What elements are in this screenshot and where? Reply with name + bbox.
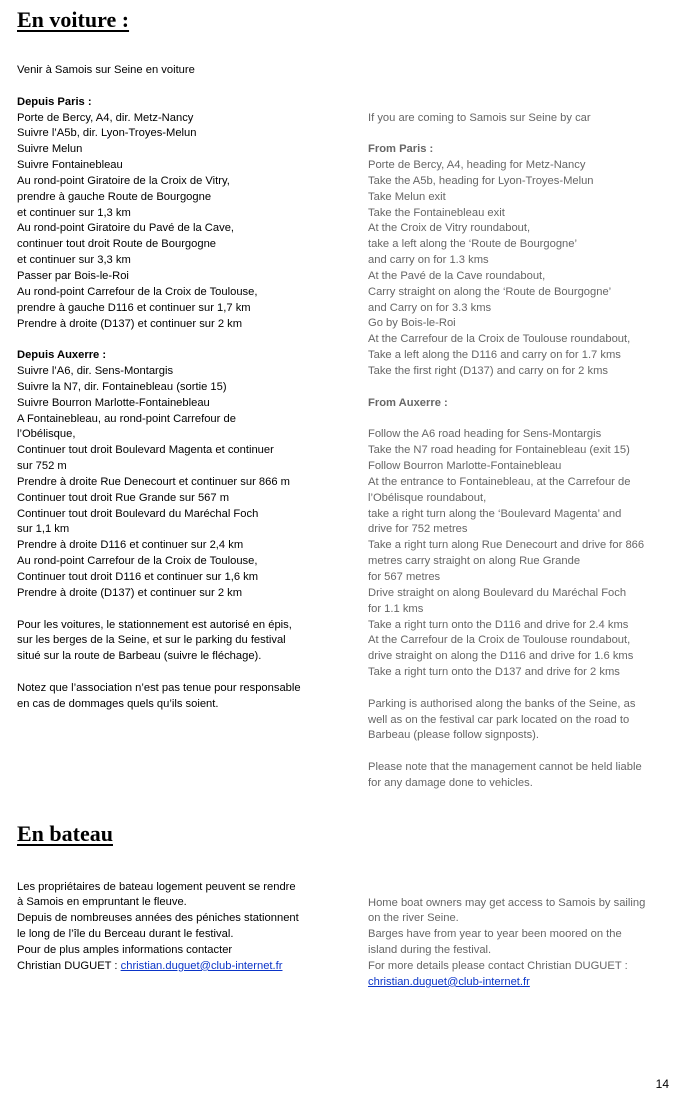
text-line: Au rond-point Carrefour de la Croix de Toulouse, <box>17 285 258 298</box>
text-line: drive for 752 metres <box>368 523 468 536</box>
text-line: Take a right turn along Rue Denecourt and drive for 866 <box>368 539 645 552</box>
text-line: Porte de Bercy, A4, heading for Metz-Nancy <box>368 159 586 172</box>
text-line <box>17 665 301 681</box>
text-line: Passer par Bois-le-Roi <box>17 269 129 282</box>
text-line: At the Carrefour de la Croix de Toulouse roundabout, <box>368 634 631 647</box>
bateau-french-column <box>17 880 299 975</box>
text-line <box>368 744 644 760</box>
text-line <box>368 412 644 428</box>
text-line: At the Pavé de la Cave roundabout, <box>368 269 546 282</box>
voiture-french-column <box>17 63 301 713</box>
contact-line <box>17 959 299 975</box>
subheading-from-paris: From Paris : <box>368 143 434 156</box>
subheading-from-auxerre: From Auxerre : <box>368 396 448 409</box>
contact-name: Christian DUGUET : <box>17 959 121 972</box>
text-line <box>17 602 301 618</box>
text-line: Drive straight on along Boulevard du Maréchal Foch <box>368 586 627 599</box>
text-line: Suivre Fontainebleau <box>17 159 123 172</box>
text-line: At the entrance to Fontainebleau, at the Carrefour de <box>368 475 631 488</box>
subheading-depuis-paris: Depuis Paris : <box>17 95 92 108</box>
text-line: sur 752 m <box>17 460 67 473</box>
text-line: Continuer tout droit Boulevard du Maréchal Foch <box>17 507 259 520</box>
text-line: Pour de plus amples informations contacter <box>17 943 233 956</box>
text-line: for 567 metres <box>368 570 441 583</box>
text-line <box>368 681 644 697</box>
text-line: situé sur la route de Barbeau (suivre le fléchage). <box>17 650 262 663</box>
text-line: Take the first right (D137) and carry on for 2 kms <box>368 365 608 377</box>
text-line: Barbeau (please follow signposts). <box>368 729 540 742</box>
text-line: Porte de Bercy, A4, dir. Metz-Nancy <box>17 111 194 124</box>
text-line: Suivre l’A6, dir. Sens-Montargis <box>17 365 174 378</box>
text-line: Take a right turn onto the D137 and drive for 2 kms <box>368 666 620 679</box>
contact-line <box>368 975 645 991</box>
text-line: Suivre Bourron Marlotte-Fontainebleau <box>17 396 210 409</box>
page-number: 14 <box>655 1077 669 1091</box>
email-link-en[interactable]: christian.duguet@club-internet.fr <box>368 975 530 988</box>
text-line: et continuer sur 3,3 km <box>17 254 131 267</box>
text-line: Take a right turn onto the D116 and drive for 2.4 kms <box>368 618 629 631</box>
text-line <box>17 79 301 95</box>
text-line: Prendre à droite D116 et continuer sur 2,4 km <box>17 539 244 552</box>
text-line: on the river Seine. <box>368 912 459 925</box>
text-line: Depuis de nombreuses années des péniches stationnent <box>17 912 299 925</box>
email-link-fr[interactable]: christian.duguet@club-internet.fr <box>120 959 283 972</box>
text-line: metres carry straight on along Rue Grande <box>368 555 581 568</box>
text-line: prendre à gauche Route de Bourgogne <box>17 190 212 203</box>
text-line <box>368 126 644 142</box>
text-line: continuer tout droit Route de Bourgogne <box>17 238 217 251</box>
text-line: en cas de dommages quels qu’ils soient. <box>17 697 219 710</box>
text-line: l’Obélisque roundabout, <box>368 491 487 504</box>
text-line: Continuer tout droit D116 et continuer sur 1,6 km <box>17 571 259 583</box>
text-line: Au rond-point Giratoire du Pavé de la Cave, <box>17 222 235 235</box>
section-title-voiture: En voiture : <box>17 7 130 32</box>
text-line: Venir à Samois sur Seine en voiture <box>17 64 195 76</box>
text-line: for any damage done to vehicles. <box>368 776 533 789</box>
text-line: sur 1,1 km <box>17 523 70 536</box>
text-line: A Fontainebleau, au rond-point Carrefour de <box>17 412 236 425</box>
text-line: l’Obélisque, <box>17 428 76 441</box>
text-line: For more details please contact Christian DUGUET : <box>368 959 628 972</box>
text-line: Home boat owners may get access to Samois by sailing <box>368 896 646 909</box>
text-line: le long de l’île du Berceau durant le festival. <box>17 928 234 941</box>
text-line: Suivre Melun <box>17 143 83 156</box>
text-line: and carry on for 1.3 kms <box>368 254 489 267</box>
text-line: Barges have from year to year been moored on the <box>368 928 622 941</box>
text-line: Go by Bois-le-Roi <box>368 317 456 330</box>
text-line: Prendre à droite Rue Denecourt et continuer sur 866 m <box>17 475 291 488</box>
text-line: Pour les voitures, le stationnement est autorisé en épis, <box>17 618 292 631</box>
text-line: If you are coming to Samois sur Seine by car <box>368 111 591 124</box>
text-line: well as on the festival car park located on the road to <box>368 713 630 726</box>
text-line: Les propriétaires de bateau logement peuvent se rendre <box>17 880 296 893</box>
text-line: Please note that the management cannot be held liable <box>368 761 642 774</box>
text-line: Prendre à droite (D137) et continuer sur 2 km <box>17 317 243 330</box>
text-line <box>368 380 644 396</box>
text-line: Prendre à droite (D137) et continuer sur 2 km <box>17 586 243 599</box>
text-line: Follow Bourron Marlotte-Fontainebleau <box>368 460 562 473</box>
text-line: Continuer tout droit Rue Grande sur 567 m <box>17 491 230 504</box>
text-line: take a left along the ‘Route de Bourgogne’ <box>368 238 577 251</box>
bateau-english-column <box>368 896 645 991</box>
text-line: prendre à gauche D116 et continuer sur 1,7 km <box>17 301 251 314</box>
text-line: island during the festival. <box>368 944 492 957</box>
text-line: Parking is authorised along the banks of the Seine, as <box>368 697 636 710</box>
text-line: Take the N7 road heading for Fontainebleau (exit 15) <box>368 444 630 457</box>
text-line: Suivre l’A5b, dir. Lyon-Troyes-Melun <box>17 127 197 140</box>
text-line: for 1.1 kms <box>368 602 424 615</box>
text-line: Au rond-point Carrefour de la Croix de Toulouse, <box>17 555 258 568</box>
text-line: and Carry on for 3.3 kms <box>368 301 492 314</box>
text-line: Follow the A6 road heading for Sens-Montargis <box>368 428 602 441</box>
text-line: At the Carrefour de la Croix de Toulouse roundabout, <box>368 333 631 346</box>
section-title-bateau: En bateau <box>17 821 113 846</box>
text-line: Take a left along the D116 and carry on for 1.7 kms <box>368 349 621 362</box>
text-line: à Samois en empruntant le fleuve. <box>17 896 187 909</box>
text-line: Au rond-point Giratoire de la Croix de Vitry, <box>17 174 230 187</box>
subheading-depuis-auxerre: Depuis Auxerre : <box>17 349 107 362</box>
text-line: et continuer sur 1,3 km <box>17 206 131 219</box>
text-line: Take the A5b, heading for Lyon-Troyes-Melun <box>368 174 594 187</box>
text-line: sur les berges de la Seine, et sur le parking du festival <box>17 634 286 647</box>
text-line: Continuer tout droit Boulevard Magenta et continuer <box>17 444 274 457</box>
text-line: Suivre la N7, dir. Fontainebleau (sortie 15) <box>17 380 227 393</box>
text-line: Notez que l’association n’est pas tenue pour responsable <box>17 681 301 694</box>
text-line: drive straight on along the D116 and drive for 1.6 kms <box>368 650 634 663</box>
text-line: take a right turn along the ‘Boulevard Magenta’ and <box>368 507 622 520</box>
text-line: Carry straight on along the ‘Route de Bourgogne’ <box>368 285 612 298</box>
text-line: Take the Fontainebleau exit <box>368 206 505 219</box>
text-line: At the Croix de Vitry roundabout, <box>368 222 531 235</box>
text-line: Take Melun exit <box>368 190 446 203</box>
voiture-english-column <box>368 111 644 792</box>
text-line <box>17 332 301 348</box>
